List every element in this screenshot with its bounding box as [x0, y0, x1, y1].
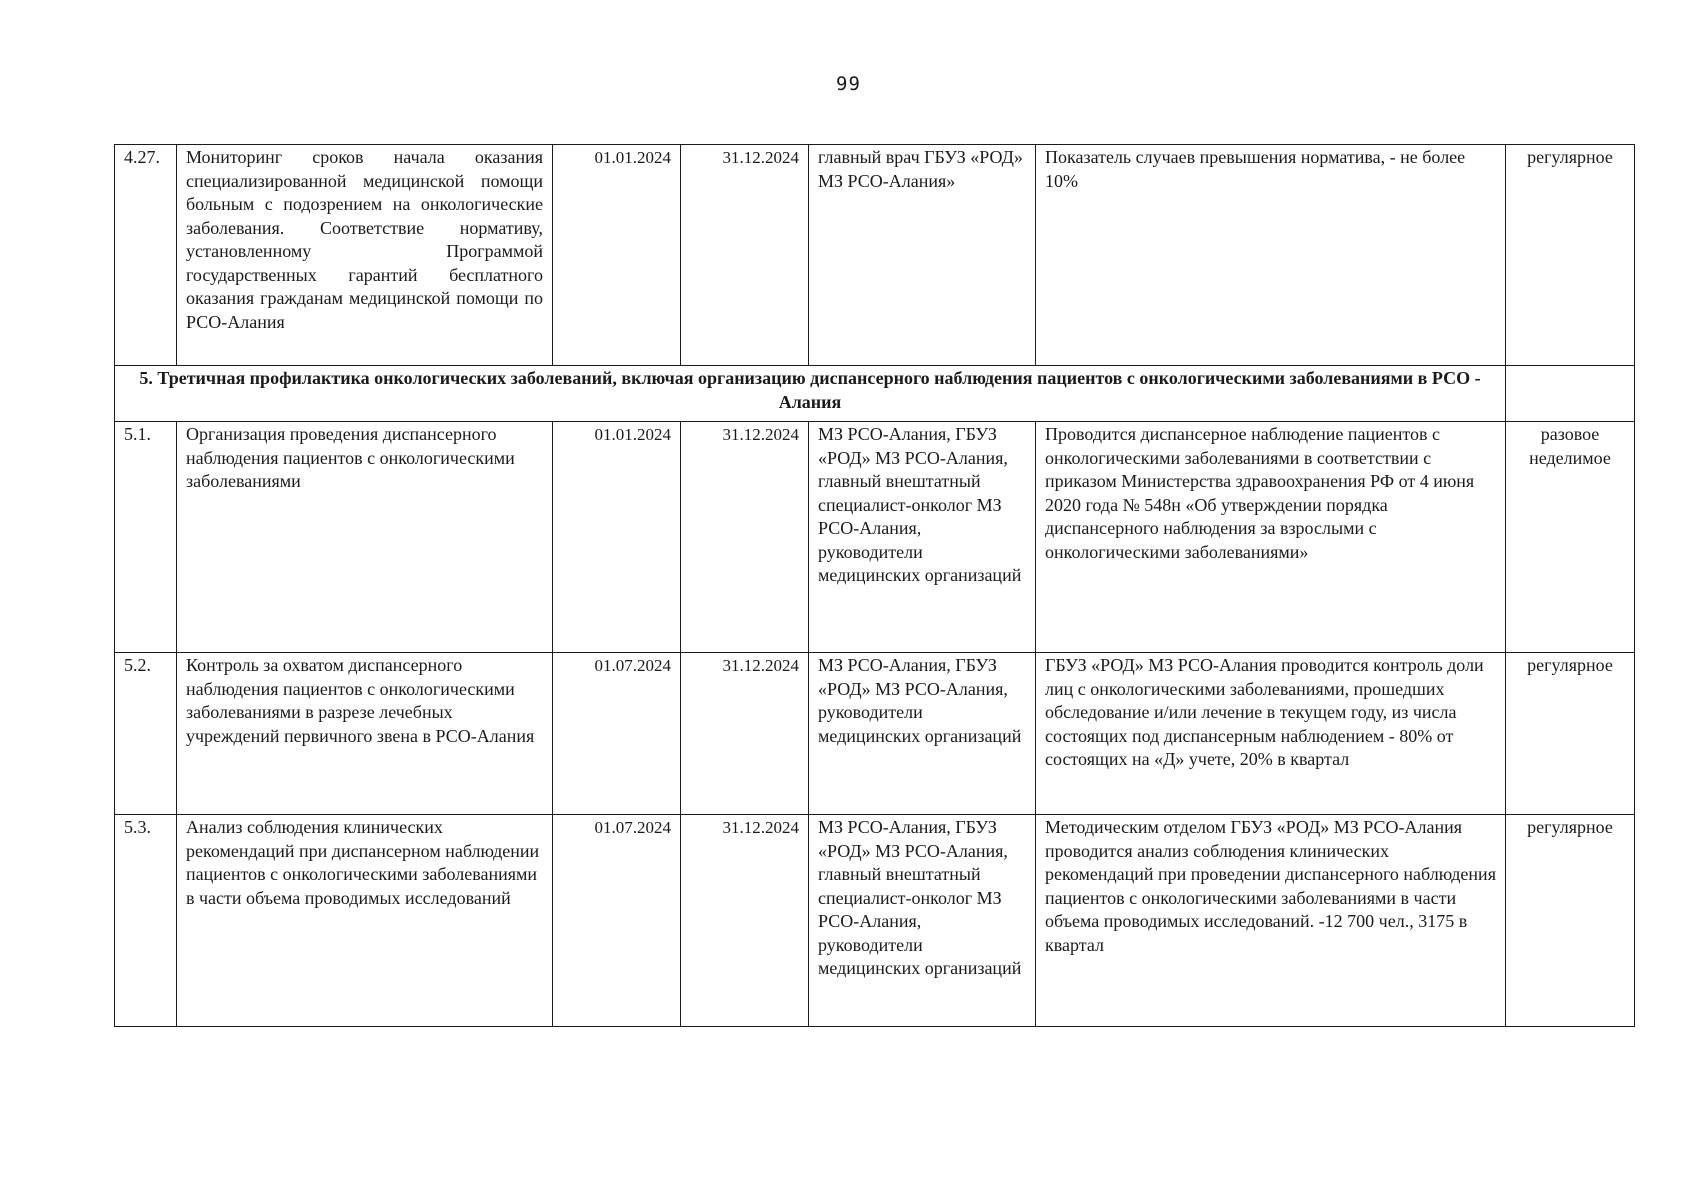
- activity-cell: Мониторинг сроков начала оказания специализированной медицинской помощи больным с подозрением на онкологические заболевания. Соответствие нормативу, установленному Программой государственных гарантий бесплатного оказания гражданам медицинской помощи по РСО-Алания: [177, 145, 553, 366]
- type-cell: регулярное: [1506, 653, 1635, 815]
- action-plan-table: [114, 144, 1635, 1027]
- responsible-cell: МЗ РСО-Алания, ГБУЗ «РОД» МЗ РСО-Алания, главный внештатный специалист-онколог МЗ РСО-Алания, руководители медицинских организаций: [809, 815, 1036, 1027]
- start-date-cell: 01.01.2024: [553, 422, 681, 653]
- start-date-cell: 01.01.2024: [553, 145, 681, 366]
- activity-cell: Анализ соблюдения клинических рекомендаций при диспансерном наблюдении пациентов с онкологическими заболеваниями в части объема проводимых исследований: [177, 815, 553, 1027]
- table-row: [115, 815, 1635, 1027]
- row-number: 4.27.: [115, 145, 177, 366]
- activity-cell: Организация проведения диспансерного наблюдения пациентов с онкологическими заболеваниями: [177, 422, 553, 653]
- responsible-cell: МЗ РСО-Алания, ГБУЗ «РОД» МЗ РСО-Алания, руководители медицинских организаций: [809, 653, 1036, 815]
- end-date-cell: 31.12.2024: [681, 422, 809, 653]
- table-row: [115, 653, 1635, 815]
- result-cell: Проводится диспансерное наблюдение пациентов с онкологическими заболеваниями в соответствии с приказом Министерства здравоохранения РФ от 4 июня 2020 года № 548н «Об утверждении порядка диспансерного наблюдения за взрослыми с онкологическими заболеваниями»: [1036, 422, 1506, 653]
- row-number: 5.1.: [115, 422, 177, 653]
- result-cell: Методическим отделом ГБУЗ «РОД» МЗ РСО-Алания проводится анализ соблюдения клинических рекомендаций при проведении диспансерного наблюдения пациентов с онкологическими заболеваниями в части объема проводимых исследований. -12 700 чел., 3175 в квартал: [1036, 815, 1506, 1027]
- result-cell: ГБУЗ «РОД» МЗ РСО-Алания проводится контроль доли лиц с онкологическими заболеваниями, прошедших обследование и/или лечение в текущем году, из числа состоящих под диспансерным наблюдением - 80% от состоящих на «Д» учете, 20% в квартал: [1036, 653, 1506, 815]
- row-number: 5.2.: [115, 653, 177, 815]
- section-header-row: [115, 366, 1635, 422]
- type-cell: разовое неделимое: [1506, 422, 1635, 653]
- section-title: 5. Третичная профилактика онкологических заболеваний, включая организацию диспансерного наблюдения пациентов с онкологическими заболеваниями в РСО - Алания: [115, 366, 1506, 422]
- page-number: 99: [836, 73, 861, 95]
- result-cell: Показатель случаев превышения норматива, - не более 10%: [1036, 145, 1506, 366]
- responsible-cell: МЗ РСО-Алания, ГБУЗ «РОД» МЗ РСО-Алания, главный внештатный специалист-онколог МЗ РСО-Алания, руководители медицинских организаций: [809, 422, 1036, 653]
- table-row: [115, 422, 1635, 653]
- empty-cell: [1506, 366, 1635, 422]
- type-cell: регулярное: [1506, 815, 1635, 1027]
- type-cell: регулярное: [1506, 145, 1635, 366]
- end-date-cell: 31.12.2024: [681, 815, 809, 1027]
- start-date-cell: 01.07.2024: [553, 653, 681, 815]
- start-date-cell: 01.07.2024: [553, 815, 681, 1027]
- end-date-cell: 31.12.2024: [681, 145, 809, 366]
- table-row: [115, 145, 1635, 366]
- end-date-cell: 31.12.2024: [681, 653, 809, 815]
- row-number: 5.3.: [115, 815, 177, 1027]
- responsible-cell: главный врач ГБУЗ «РОД» МЗ РСО-Алания»: [809, 145, 1036, 366]
- activity-cell: Контроль за охватом диспансерного наблюдения пациентов с онкологическими заболеваниями в разрезе лечебных учреждений первичного звена в РСО-Алания: [177, 653, 553, 815]
